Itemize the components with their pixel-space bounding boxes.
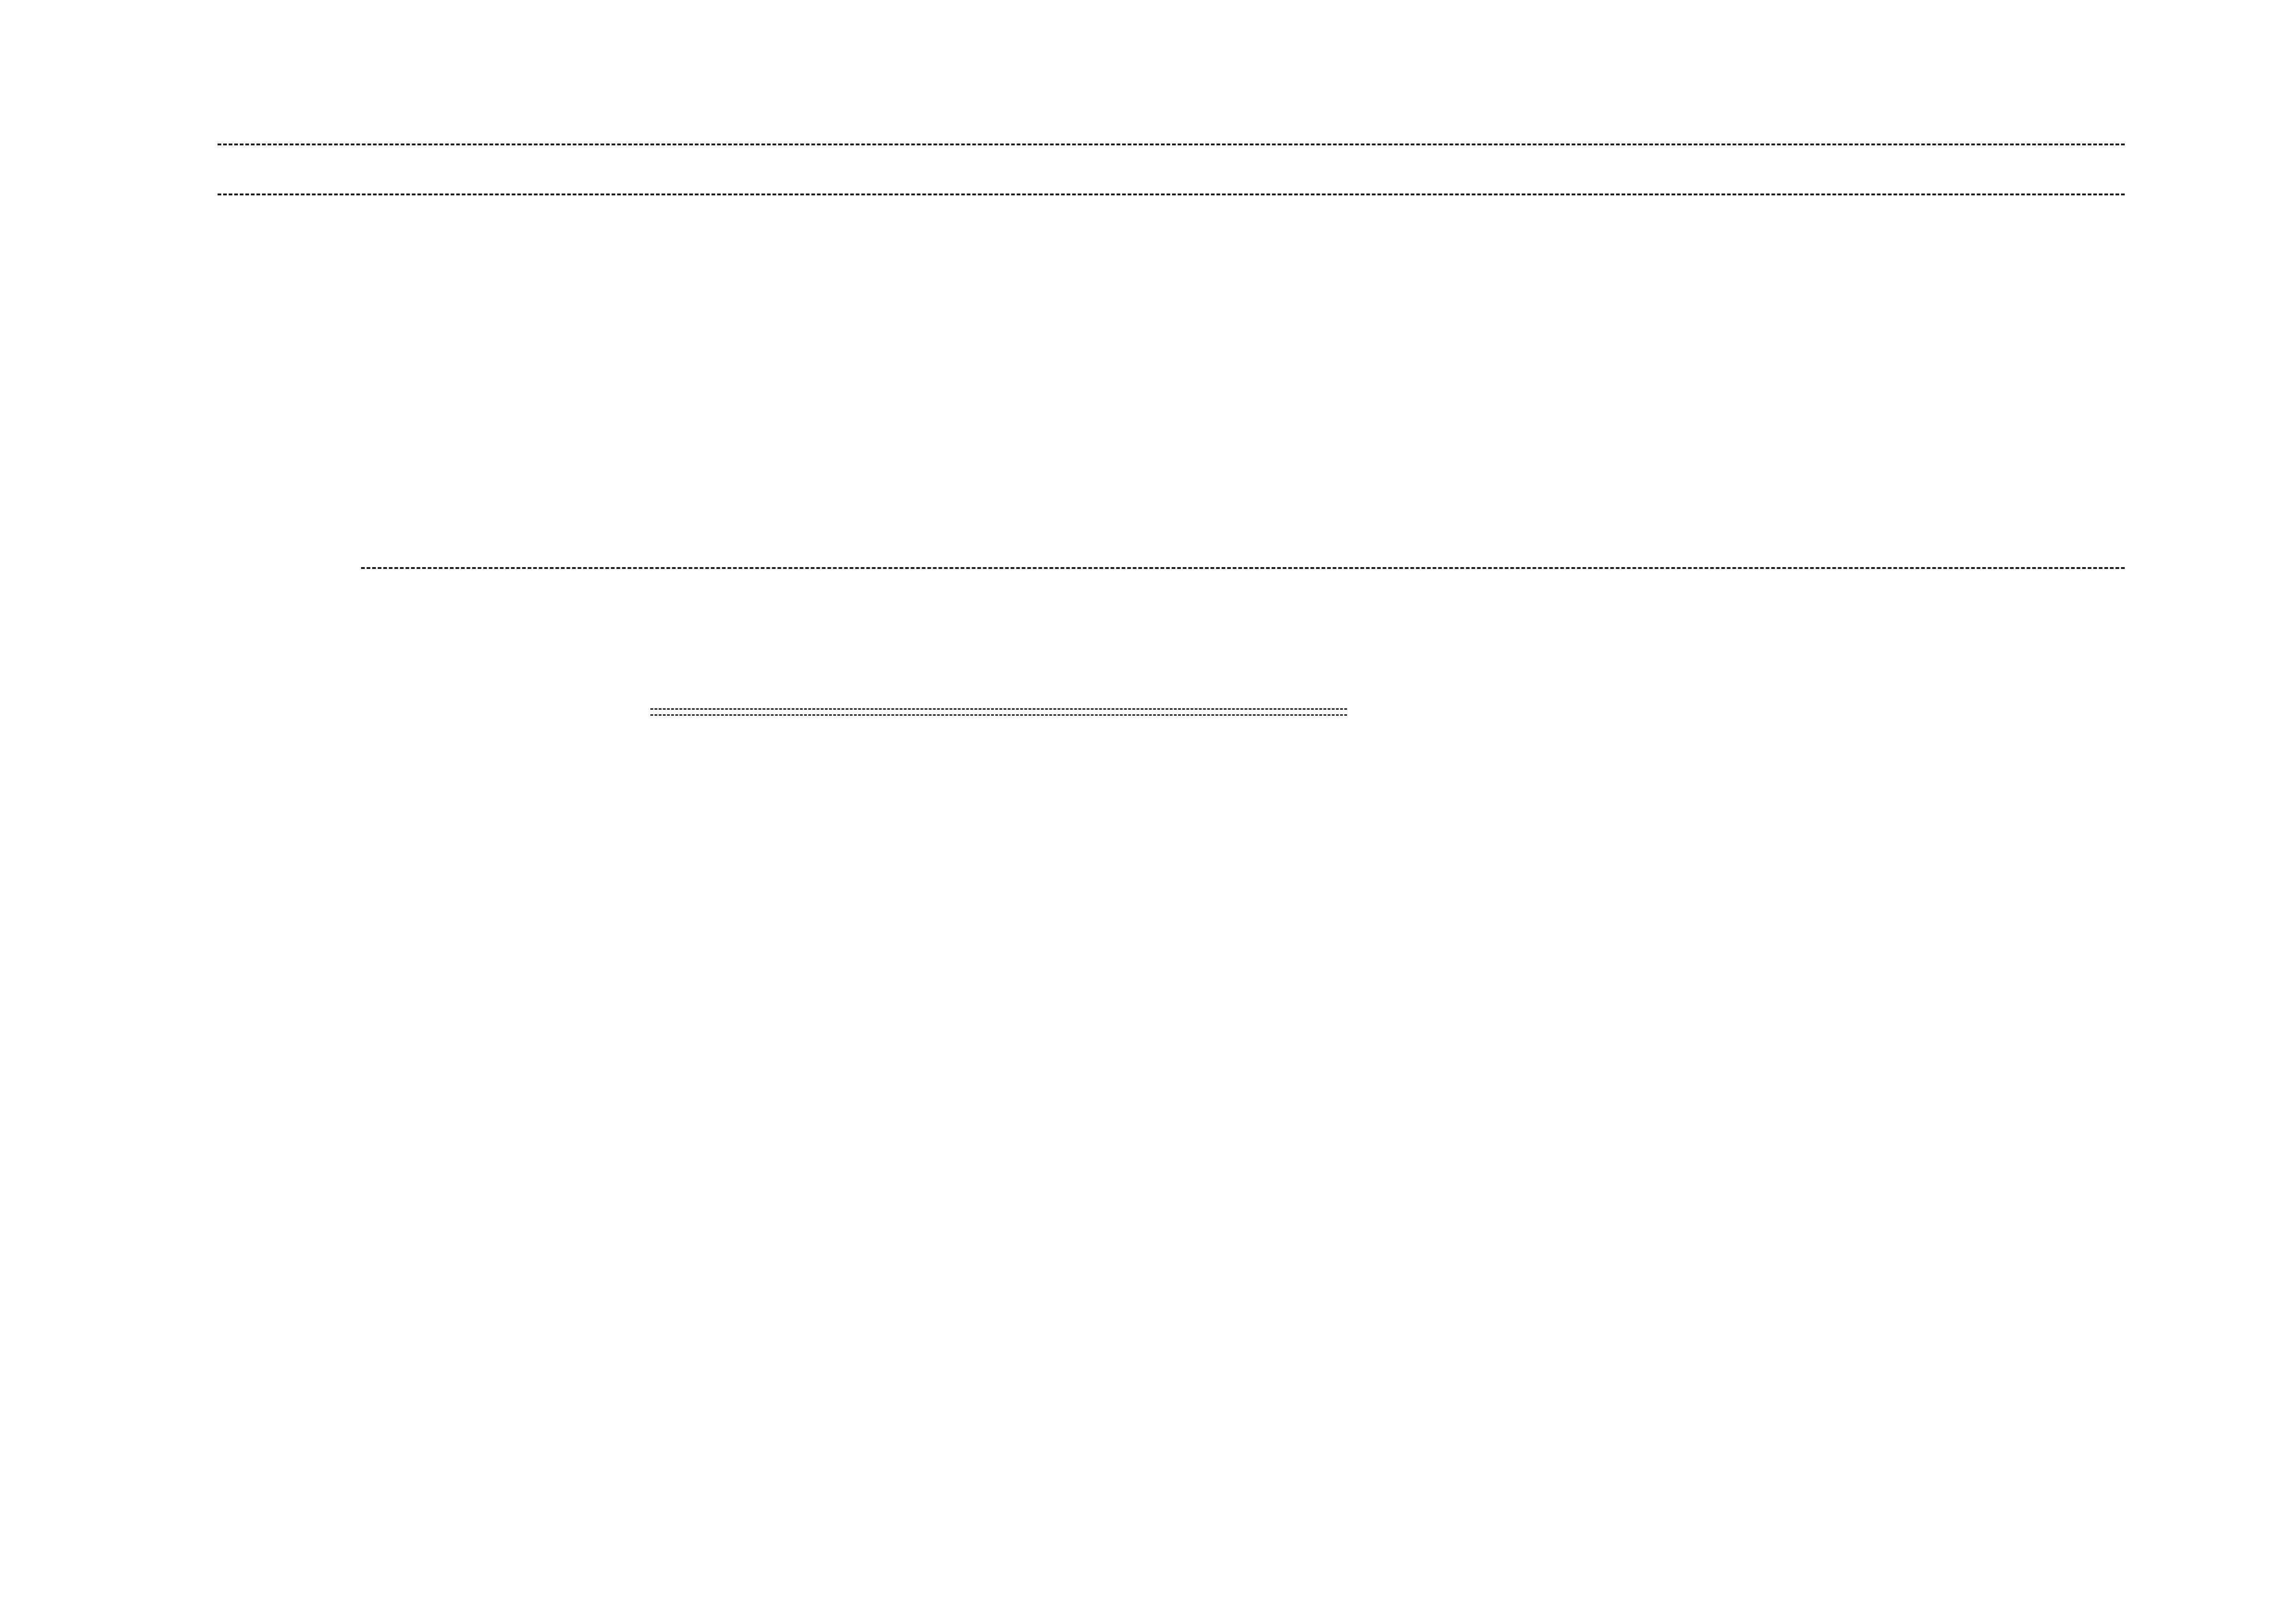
header-top-rule [218,144,2125,145]
section-underline [650,708,1347,716]
totals-rule [361,567,2125,569]
header-bottom-rule [218,194,2125,195]
